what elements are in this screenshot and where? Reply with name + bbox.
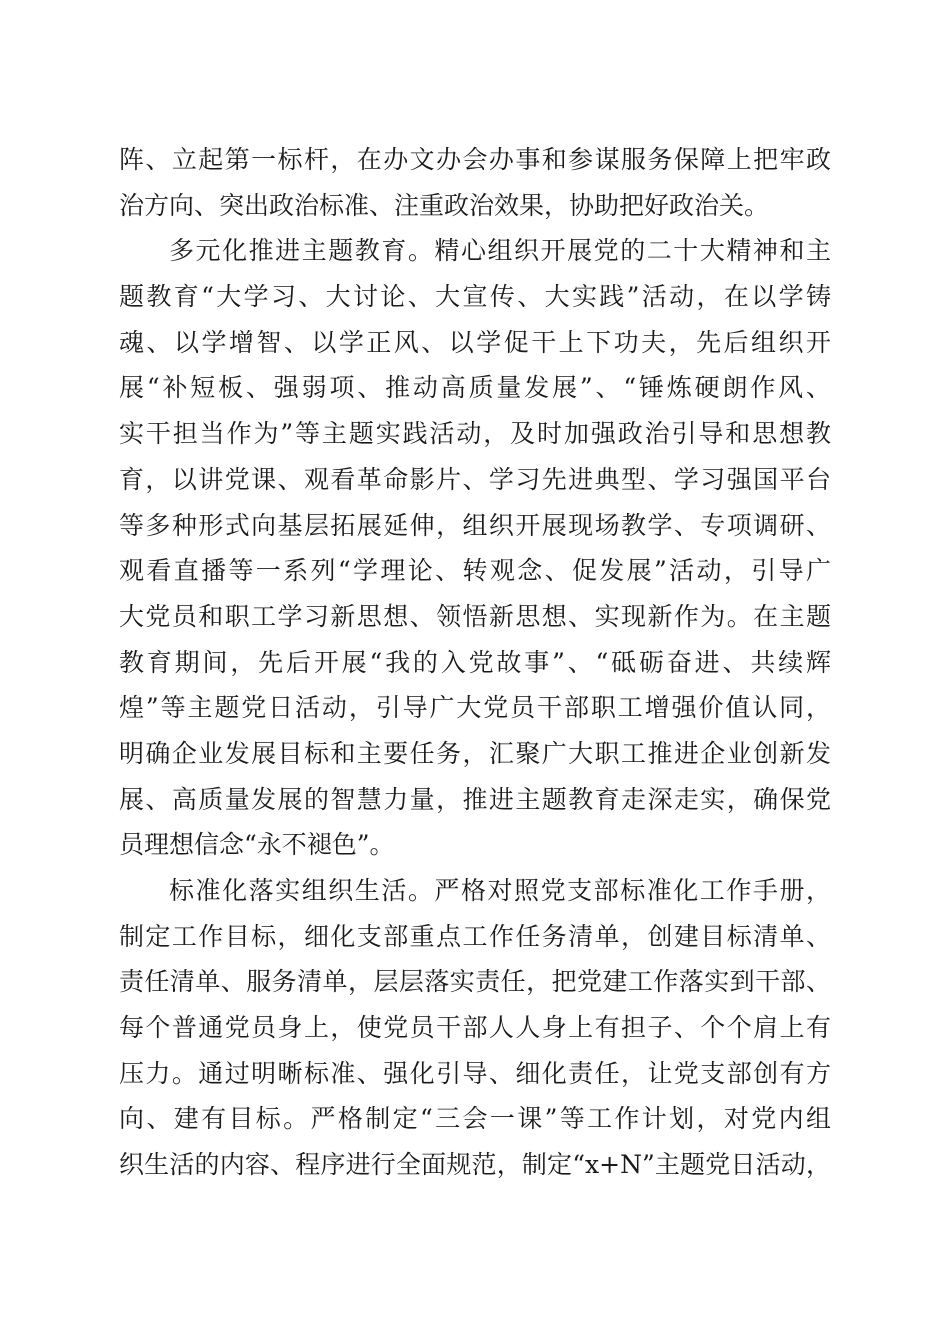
paragraph-2 [119, 228, 831, 868]
text-line: 育，以讲党课、观看革命影片、学习先进典型、学习强国平台 [119, 464, 831, 494]
text-line: 教育期间，先后开展“我的入党故事”、“砥砺奋进、共续辉 [119, 647, 831, 677]
text-line: 织生活的内容、程序进行全面规范，制定“x+N”主题党日活动， [119, 1150, 831, 1180]
text-line: 明确企业发展目标和主要任务，汇聚广大职工推进企业创新发 [119, 738, 831, 768]
body-text [119, 137, 831, 1188]
text-line: 实干担当作为”等主题实践活动，及时加强政治引导和思想教 [119, 419, 831, 449]
text-line: 等多种形式向基层拓展延伸，组织开展现场教学、专项调研、 [119, 510, 831, 540]
text-line: 观看直播等一系列“学理论、转观念、促发展”活动，引导广 [119, 556, 831, 586]
text-line: 煌”等主题党日活动，引导广大党员干部职工增强价值认同， [119, 693, 831, 723]
text-line: 向、建有目标。严格制定“三会一课”等工作计划，对党内组 [119, 1104, 831, 1134]
text-line: 治方向、突出政治标准、注重政治效果，协助把好政治关。 [119, 190, 770, 220]
text-line: 每个普通党员身上，使党员干部人人身上有担子、个个肩上有 [119, 1013, 831, 1043]
text-line: 展、高质量发展的智慧力量，推进主题教育走深走实，确保党 [119, 784, 831, 814]
text-line: 魂、以学增智、以学正风、以学促干上下功夫，先后组织开 [119, 327, 831, 357]
paragraph-1 [119, 137, 831, 228]
text-line: 制定工作目标，细化支部重点工作任务清单，创建目标清单、 [119, 921, 831, 951]
text-line: 阵、立起第一标杆，在办文办会办事和参谋服务保障上把牢政 [119, 145, 831, 174]
text-line: 标准化落实组织生活。严格对照党支部标准化工作手册， [169, 876, 831, 905]
paragraph-3 [119, 868, 831, 1188]
text-line: 大党员和职工学习新思想、领悟新思想、实现新作为。在主题 [119, 601, 831, 631]
text-line: 题教育“大学习、大讨论、大宣传、大实践”活动，在以学铸 [119, 282, 831, 312]
text-line: 员理想信念“永不褪色”。 [119, 830, 395, 860]
text-line: 展“补短板、强弱项、推动高质量发展”、“锤炼硬朗作风、 [119, 373, 831, 403]
text-line: 压力。通过明晰标准、强化引导、细化责任，让党支部创有方 [119, 1058, 831, 1088]
text-line: 责任清单、服务清单，层层落实责任，把党建工作落实到干部、 [119, 967, 831, 997]
text-line: 多元化推进主题教育。精心组织开展党的二十大精神和主 [169, 236, 831, 266]
